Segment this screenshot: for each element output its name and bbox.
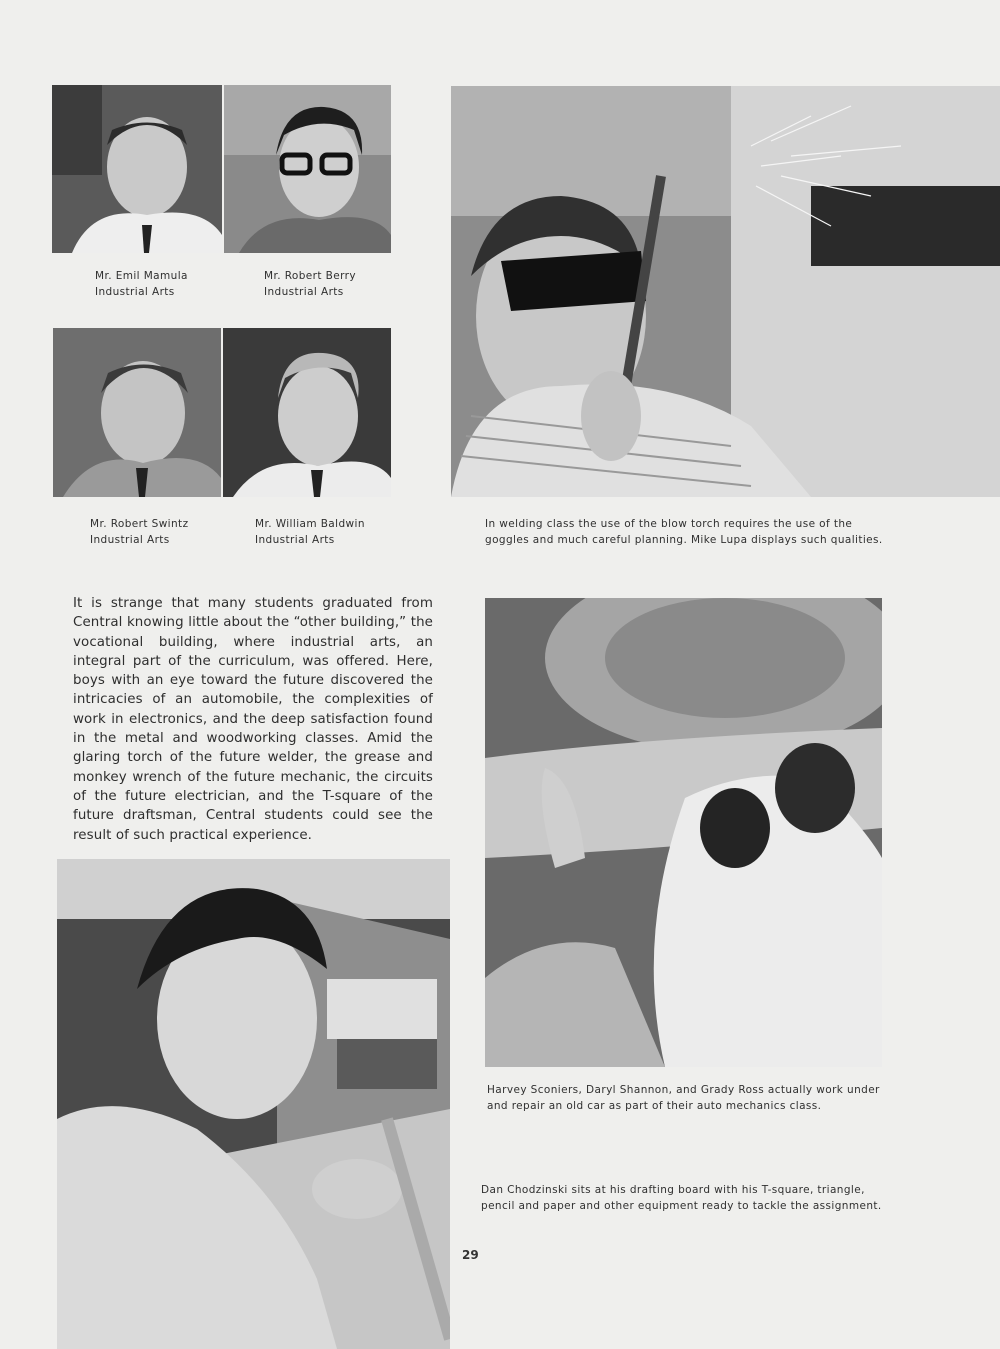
caption-baldwin xyxy=(255,516,365,548)
caption-mechanics: Harvey Sconiers, Daryl Shannon, and Grady Ross actually work under and repair an old car as part of their auto mechanics class. xyxy=(487,1084,880,1112)
body-paragraph: It is strange that many students graduated from Central knowing little about the “other building,” the vocational building, where industrial arts, an integral part of the curriculum, was offered. Here, boys with an eye toward the future discovered the intricacies of an automobile, the complexities of work in electronics, and the deep satisfaction found in the metal and woodworking classes. Amid the glaring torch of the future welder, the grease and monkey wrench of the future mechanic, the circuits of the future electrician, and the T-square of the future draftsman, Central students could see the result of such practical experience. xyxy=(73,596,433,843)
faculty-name: Mr. William Baldwin xyxy=(255,518,365,530)
faculty-name: Mr. Robert Berry xyxy=(264,270,356,282)
faculty-dept: Industrial Arts xyxy=(95,286,175,298)
caption-mamula xyxy=(95,268,188,300)
faculty-dept: Industrial Arts xyxy=(264,286,344,298)
portrait-swintz xyxy=(53,328,221,497)
page-number: 29 xyxy=(462,1248,479,1262)
portrait-berry xyxy=(224,85,391,253)
caption-berry xyxy=(264,268,356,300)
portrait-mamula xyxy=(52,85,222,253)
drafting-photo xyxy=(57,859,450,1349)
caption-swintz xyxy=(90,516,189,548)
portrait-baldwin xyxy=(223,328,391,497)
faculty-name: Mr. Emil Mamula xyxy=(95,270,188,282)
faculty-name: Mr. Robert Swintz xyxy=(90,518,189,530)
faculty-dept: Industrial Arts xyxy=(90,534,170,546)
welding-photo xyxy=(451,86,1000,497)
faculty-dept: Industrial Arts xyxy=(255,534,335,546)
caption-welding: In welding class the use of the blow torch requires the use of the goggles and much careful planning. Mike Lupa displays such qualities. xyxy=(485,518,883,546)
mechanics-photo xyxy=(485,598,882,1067)
caption-drafting: Dan Chodzinski sits at his drafting board with his T-square, triangle, pencil and paper and other equipment ready to tackle the assignment. xyxy=(481,1184,882,1212)
